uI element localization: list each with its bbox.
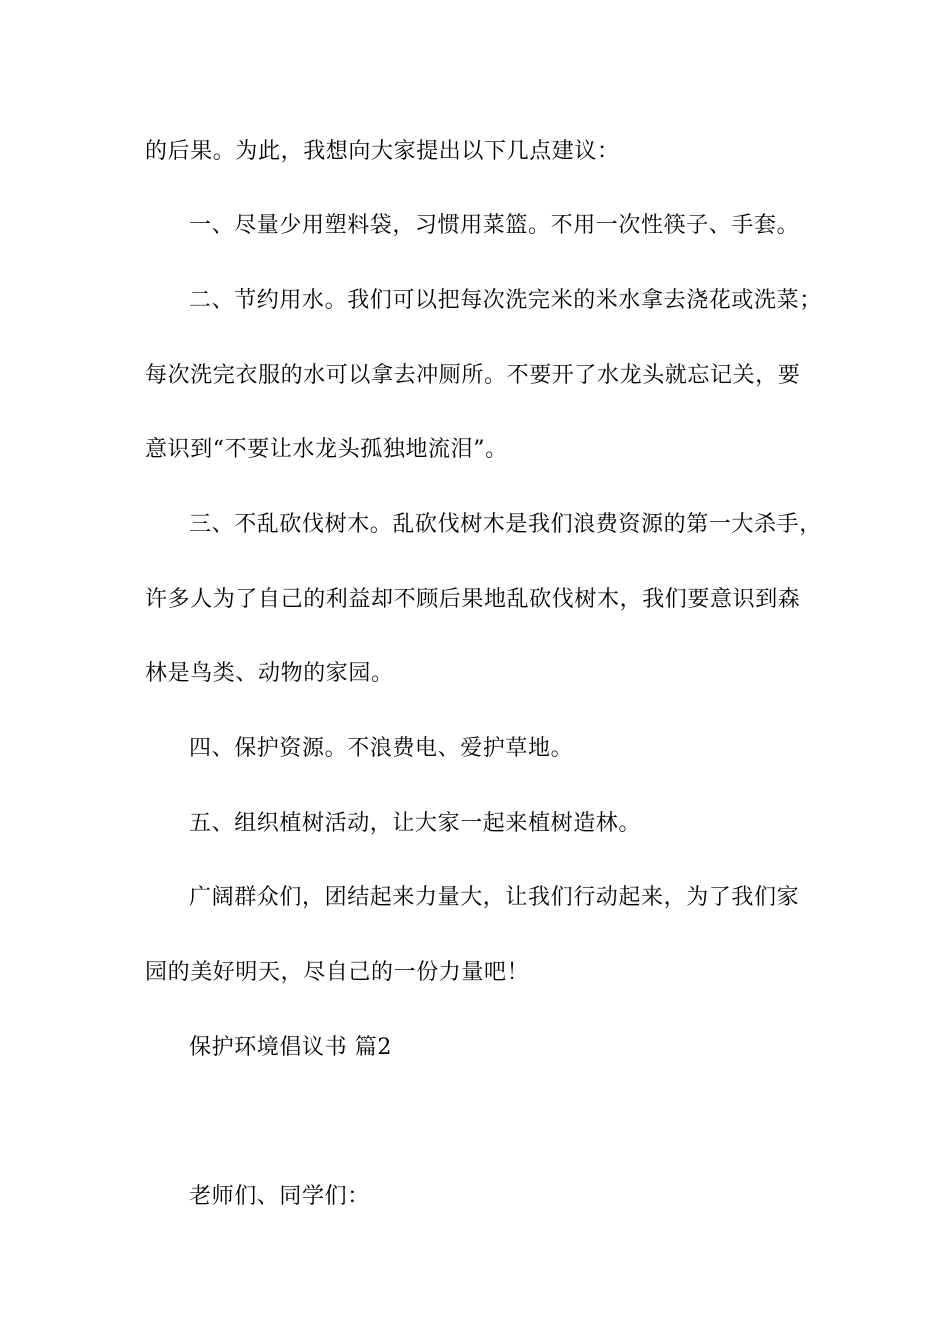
text-line: 四、保护资源。不浪费电、爱护草地。	[189, 736, 574, 761]
text-line: 三、不乱砍伐树木。乱砍伐树木是我们浪费资源的第一大杀手，	[189, 512, 822, 537]
text-line: 广阔群众们，团结起来力量大，让我们行动起来，为了我们家	[189, 885, 800, 910]
text-line: 的后果。为此，我想向大家提出以下几点建议：	[145, 139, 620, 164]
text-line: 每次洗完衣服的水可以拿去冲厕所。不要开了水龙头就忘记关，要	[145, 363, 801, 388]
salutation: 老师们、同学们：	[189, 1184, 370, 1209]
text-line: 五、组织植树活动，让大家一起来植树造林。	[189, 811, 642, 836]
text-line: 一、尽量少用塑料袋，习惯用菜篮。不用一次性筷子、手套。	[189, 213, 800, 238]
text-line: 二、节约用水。我们可以把每次洗完米的米水拿去浇花或洗菜；	[189, 288, 822, 313]
text-line: 林是鸟类、动物的家园。	[145, 661, 394, 686]
text-line: 园的美好明天，尽自己的一份力量吧！	[145, 960, 530, 985]
section-heading: 保护环境倡议书 篇2	[189, 1035, 392, 1060]
text-line: 许多人为了自己的利益却不顾后果地乱砍伐树木，我们要意识到森	[145, 587, 801, 612]
text-line: 意识到“不要让水龙头孤独地流泪”。	[145, 437, 508, 462]
